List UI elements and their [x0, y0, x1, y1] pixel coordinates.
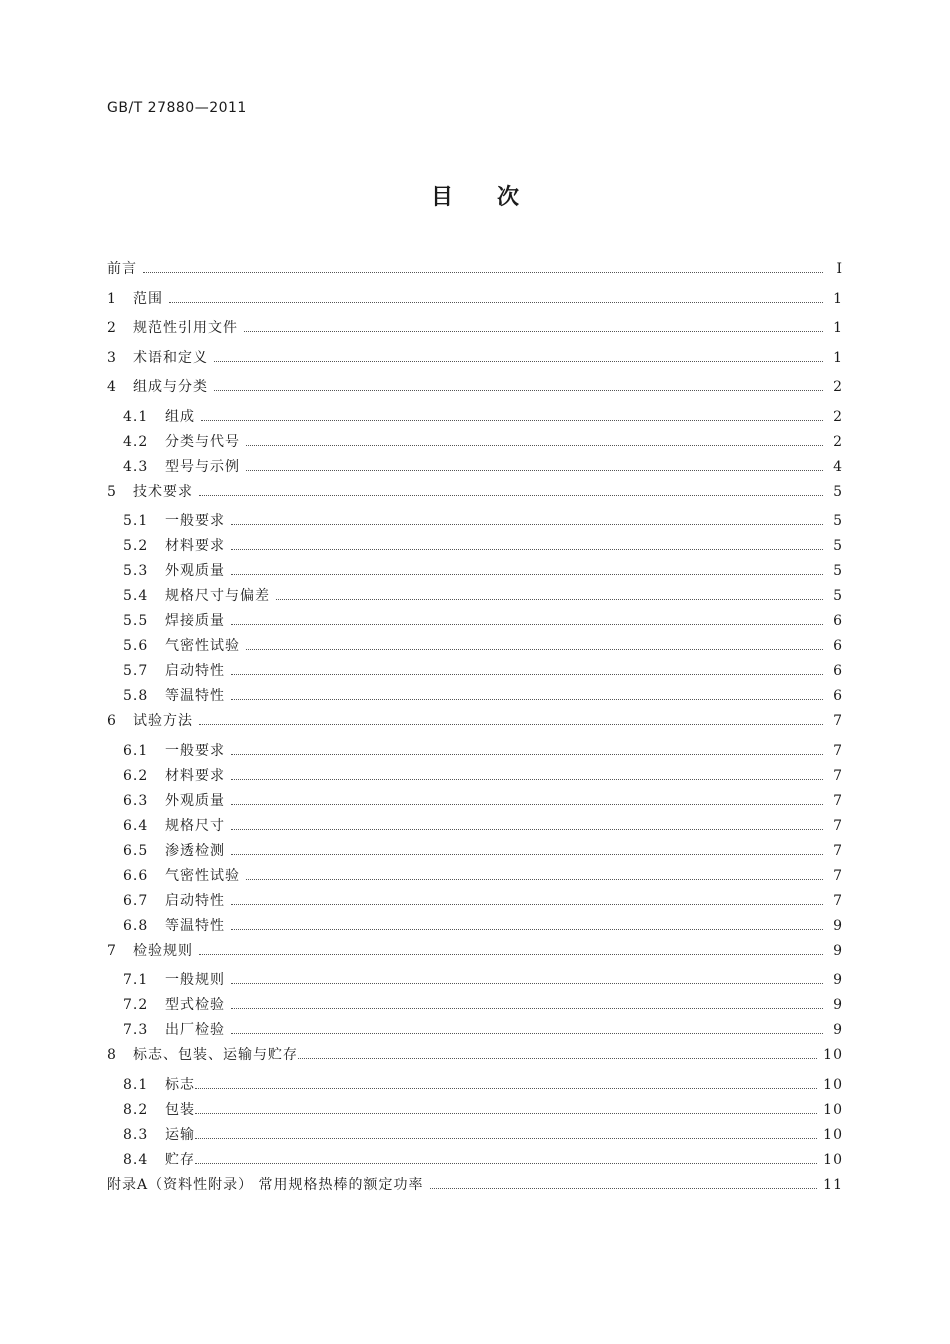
toc-entry-page-number: 7: [833, 842, 843, 859]
toc-entry-label: 附录A（资料性附录） 常用规格热棒的额定功率: [107, 1176, 424, 1193]
toc-dot-leader: [195, 1163, 817, 1164]
toc-entry-label: 规格尺寸: [165, 817, 225, 834]
toc-entry-page-number: 2: [833, 379, 843, 395]
toc-entry-number: 4.2: [123, 433, 149, 450]
toc-entry-label: 标志: [165, 1076, 195, 1093]
page-title: 目次: [430, 185, 563, 210]
toc-entry-number: 8: [107, 1047, 117, 1063]
toc-entry-page-number: 6: [833, 638, 843, 654]
toc-entry-number: 7.3: [123, 1022, 149, 1038]
toc-dot-leader: [231, 574, 823, 575]
toc-entry[interactable]: [107, 865, 843, 890]
toc-entry[interactable]: [107, 685, 843, 710]
toc-dot-leader: [298, 1058, 817, 1059]
toc-entry-number: 4: [107, 379, 117, 395]
toc-entry[interactable]: [107, 258, 843, 288]
toc-entry-number: 6.4: [123, 817, 149, 834]
toc-entry[interactable]: [107, 740, 843, 765]
toc-entry-page-number: 5: [833, 588, 843, 604]
toc-entry-label: 外观质量: [165, 563, 225, 579]
toc-entry-number: 7.1: [123, 972, 149, 988]
toc-dot-leader: [231, 983, 823, 984]
toc-entry[interactable]: [107, 815, 843, 840]
toc-entry-label: 材料要求: [165, 538, 225, 554]
toc-entry-label: 等温特性: [165, 917, 225, 934]
toc-entry[interactable]: [107, 915, 843, 940]
toc-dot-leader: [231, 754, 823, 755]
toc-dot-leader: [276, 599, 823, 600]
toc-entry-page-number: 6: [833, 663, 843, 679]
toc-entry-label: 组成: [165, 408, 195, 425]
toc-entry-label: 技术要求: [133, 483, 193, 500]
toc-entry[interactable]: [107, 890, 843, 915]
toc-dot-leader: [231, 904, 823, 905]
toc-dot-leader: [246, 470, 823, 471]
toc-entry-label: 范围: [133, 290, 163, 307]
toc-entry-page-number: 1: [833, 349, 843, 366]
toc-entry[interactable]: [107, 840, 843, 865]
toc-entry-page-number: 9: [833, 942, 843, 959]
toc-entry[interactable]: [107, 1044, 843, 1074]
toc-entry-label: 一般要求: [165, 742, 225, 759]
toc-dot-leader: [169, 302, 823, 303]
toc-entry-label: 气密性试验: [165, 638, 240, 654]
toc-entry-page-number: 7: [833, 817, 843, 834]
toc-entry[interactable]: [107, 1174, 843, 1204]
toc-entry-page-number: 9: [833, 972, 843, 988]
toc-entry-number: 2: [107, 320, 117, 336]
toc-entry[interactable]: [107, 790, 843, 815]
toc-entry-page-number: 5: [833, 538, 843, 554]
toc-entry-page-number: 7: [833, 867, 843, 884]
toc-entry-label: 一般要求: [165, 513, 225, 529]
toc-entry-page-number: 11: [823, 1176, 843, 1193]
toc-entry[interactable]: [107, 610, 843, 635]
toc-dot-leader: [231, 699, 823, 700]
toc-dot-leader: [430, 1188, 818, 1189]
toc-entry-number: 5.4: [123, 588, 149, 604]
toc-entry[interactable]: [107, 635, 843, 660]
toc-entry[interactable]: [107, 560, 843, 585]
toc-dot-leader: [231, 829, 823, 830]
toc-entry-number: 5.2: [123, 538, 149, 554]
toc-dot-leader: [231, 1008, 823, 1009]
toc-entry[interactable]: [107, 1124, 843, 1149]
toc-entry[interactable]: [107, 1074, 843, 1099]
toc-entry-number: 6.3: [123, 792, 149, 809]
toc-dot-leader: [195, 1138, 817, 1139]
toc-entry-label: 标志、包装、运输与贮存: [133, 1047, 298, 1063]
toc-entry-page-number: 2: [833, 433, 843, 450]
toc-entry-page-number: Ⅰ: [836, 261, 843, 277]
toc-entry-label: 出厂检验: [165, 1022, 225, 1038]
toc-entry-number: 7: [107, 942, 117, 959]
toc-entry-number: 8.3: [123, 1126, 149, 1143]
toc-entry-label: 外观质量: [165, 792, 225, 809]
toc-entry-label: 分类与代号: [165, 433, 240, 450]
toc-entry-page-number: 5: [833, 483, 843, 500]
toc-dot-leader: [199, 495, 823, 496]
toc-entry-label: 贮存: [165, 1151, 195, 1168]
toc-entry-page-number: 2: [833, 408, 843, 425]
toc-entry[interactable]: [107, 765, 843, 790]
toc-dot-leader: [231, 524, 823, 525]
toc-entry[interactable]: [107, 431, 843, 456]
toc-dot-leader: [231, 779, 823, 780]
toc-entry-label: 运输: [165, 1126, 195, 1143]
toc-entry-number: 5.5: [123, 613, 149, 629]
toc-entry-page-number: 10: [823, 1101, 843, 1118]
toc-entry-number: 5.7: [123, 663, 149, 679]
toc-dot-leader: [199, 954, 823, 955]
toc-entry[interactable]: [107, 710, 843, 740]
toc-entry-number: 5: [107, 483, 117, 500]
toc-entry-page-number: 9: [833, 917, 843, 934]
toc-dot-leader: [231, 1033, 823, 1034]
toc-entry-page-number: 4: [833, 458, 843, 475]
toc-dot-leader: [246, 445, 823, 446]
toc-entry-page-number: 7: [833, 792, 843, 809]
toc-dot-leader: [214, 361, 823, 362]
toc-entry-label: 检验规则: [133, 942, 193, 959]
toc-dot-leader: [201, 420, 823, 421]
toc-entry[interactable]: [107, 456, 843, 481]
toc-entry-page-number: 9: [833, 997, 843, 1013]
toc-entry-page-number: 9: [833, 1022, 843, 1038]
toc-entry-number: 8.4: [123, 1151, 149, 1168]
toc-dot-leader: [244, 331, 823, 332]
toc-dot-leader: [195, 1088, 817, 1089]
toc-dot-leader: [195, 1113, 817, 1114]
toc-entry[interactable]: [107, 317, 843, 347]
toc-entry-page-number: 10: [823, 1126, 843, 1143]
toc-entry[interactable]: [107, 1099, 843, 1124]
toc-entry-page-number: 10: [823, 1076, 843, 1093]
toc-entry-number: 6.2: [123, 767, 149, 784]
toc-entry-number: 5.1: [123, 513, 149, 529]
toc-dot-leader: [246, 879, 823, 880]
toc-entry[interactable]: [107, 510, 843, 535]
toc-entry-page-number: 5: [833, 563, 843, 579]
toc-entry-label: 型式检验: [165, 997, 225, 1013]
toc-entry-label: 启动特性: [165, 663, 225, 679]
toc-entry[interactable]: [107, 376, 843, 406]
toc-dot-leader: [231, 854, 823, 855]
toc-entry-number: 6.8: [123, 917, 149, 934]
toc-entry-number: 5.3: [123, 563, 149, 579]
toc-dot-leader: [231, 549, 823, 550]
toc-entry-label: 型号与示例: [165, 458, 240, 475]
toc-entry[interactable]: [107, 535, 843, 560]
toc-entry[interactable]: [107, 585, 843, 610]
toc-entry-label: 组成与分类: [133, 379, 208, 395]
toc-entry[interactable]: [107, 994, 843, 1019]
toc-entry-number: 6.1: [123, 742, 149, 759]
toc-entry-label: 等温特性: [165, 688, 225, 704]
toc-entry[interactable]: [107, 1019, 843, 1044]
toc-entry-number: 1: [107, 290, 117, 307]
table-of-contents: [107, 258, 843, 1203]
toc-entry-number: 5.6: [123, 638, 149, 654]
toc-entry-page-number: 10: [823, 1151, 843, 1168]
toc-entry-page-number: 1: [833, 320, 843, 336]
toc-entry-page-number: 5: [833, 513, 843, 529]
toc-dot-leader: [231, 804, 823, 805]
toc-entry-label: 规格尺寸与偏差: [165, 588, 270, 604]
toc-entry-number: 7.2: [123, 997, 149, 1013]
toc-entry-label: 渗透检测: [165, 842, 225, 859]
toc-entry-number: 6.7: [123, 892, 149, 909]
toc-entry[interactable]: [107, 1149, 843, 1174]
toc-entry-label: 规范性引用文件: [133, 320, 238, 336]
toc-entry[interactable]: [107, 940, 843, 970]
toc-dot-leader: [231, 929, 823, 930]
toc-entry-label: 试验方法: [133, 713, 193, 729]
document-code: GB/T 27880—2011: [107, 100, 247, 116]
toc-entry-number: 5.8: [123, 688, 149, 704]
toc-dot-leader: [231, 624, 823, 625]
toc-entry-number: 4.3: [123, 458, 149, 475]
toc-dot-leader: [143, 272, 823, 273]
toc-entry-page-number: 7: [833, 767, 843, 784]
toc-entry-number: 4.1: [123, 408, 149, 425]
toc-entry-label: 启动特性: [165, 892, 225, 909]
toc-entry-label: 前言: [107, 261, 137, 277]
toc-entry[interactable]: [107, 660, 843, 685]
toc-entry-page-number: 1: [833, 290, 843, 307]
toc-entry-label: 焊接质量: [165, 613, 225, 629]
toc-entry-number: 8.2: [123, 1101, 149, 1118]
toc-entry[interactable]: [107, 406, 843, 431]
toc-entry-page-number: 6: [833, 688, 843, 704]
toc-entry[interactable]: [107, 288, 843, 318]
toc-entry-number: 3: [107, 349, 117, 366]
toc-entry-page-number: 7: [833, 713, 843, 729]
toc-entry[interactable]: [107, 481, 843, 511]
toc-entry-page-number: 10: [823, 1047, 843, 1063]
toc-dot-leader: [231, 674, 823, 675]
toc-entry[interactable]: [107, 969, 843, 994]
toc-entry-number: 8.1: [123, 1076, 149, 1093]
toc-dot-leader: [199, 724, 823, 725]
toc-entry-label: 气密性试验: [165, 867, 240, 884]
toc-entry-page-number: 7: [833, 892, 843, 909]
toc-entry-label: 材料要求: [165, 767, 225, 784]
toc-entry-label: 包装: [165, 1101, 195, 1118]
toc-dot-leader: [246, 649, 823, 650]
toc-entry-number: 6.6: [123, 867, 149, 884]
toc-entry[interactable]: [107, 347, 843, 377]
toc-entry-label: 术语和定义: [133, 349, 208, 366]
toc-entry-page-number: 7: [833, 742, 843, 759]
toc-dot-leader: [214, 390, 823, 391]
toc-entry-label: 一般规则: [165, 972, 225, 988]
toc-entry-page-number: 6: [833, 613, 843, 629]
toc-entry-number: 6: [107, 713, 117, 729]
toc-entry-number: 6.5: [123, 842, 149, 859]
